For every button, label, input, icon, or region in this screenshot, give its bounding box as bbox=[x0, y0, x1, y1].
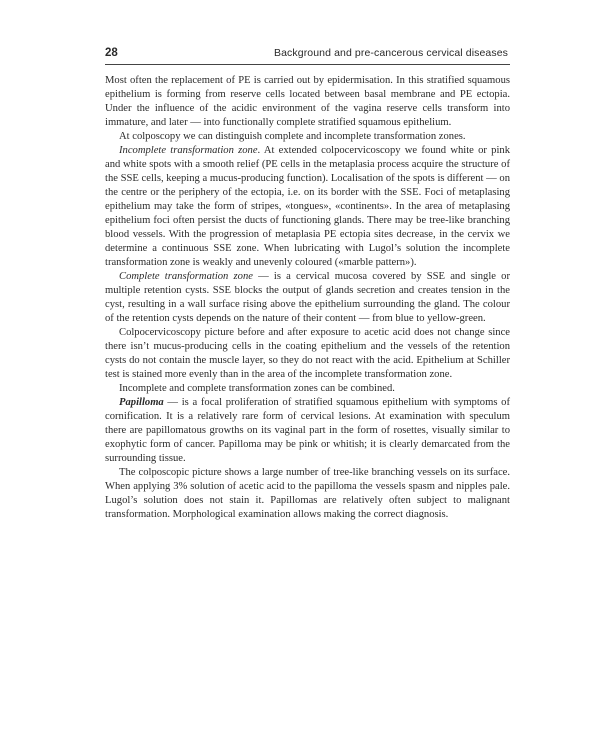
term-complete-zone: Complete transformation zone bbox=[119, 271, 253, 282]
term-incomplete-zone: Incomplete transformation zone bbox=[119, 145, 258, 156]
page-header bbox=[105, 44, 510, 65]
paragraph-colposcopic-picture: The colposcopic picture shows a large number of tree-like branching vessels on its surface. When applying 3% solution of acetic acid to the papilloma the vessels spasm and nipples pale. Lugol’s solution does not stain it. Papillomas are relatively often subject to malignant transformation. Morphological examination allows making the correct diagnosis. bbox=[105, 467, 510, 520]
paragraph-combined: Incomplete and complete transformation zones can be combined. bbox=[119, 383, 395, 394]
page-number: 28 bbox=[105, 47, 118, 59]
paragraph-epidermisation: Most often the replacement of PE is carried out by epidermisation. In this stratified squamous epithelium is forming from reserve cells located between basal membrane and PE ectopia. Under the influence of the acidic environment of the vagina reserve cells transform into immature, and later — into functionally complete stratified squamous epithelium. bbox=[105, 75, 510, 128]
body-text bbox=[105, 74, 510, 522]
term-papilloma: Papilloma bbox=[119, 397, 164, 408]
paragraph-complete-zone: Complete transformation zone — is a cervical mucosa covered by SSE and single or multiple retention cysts. SSE blocks the output of glands secretion and creates tension in the cyst, resulting in a wall surface rising above the epithelium surrounding the gland. The colour of the retention cysts depends on the nature of their content — from blue to yellow-green. bbox=[105, 271, 510, 324]
running-title: Background and pre-cancerous cervical diseases bbox=[274, 47, 508, 59]
paragraph-incomplete-zone: Incomplete transformation zone. At extended colpocervicoscopy we found white or pink and white spots with a smooth relief (PE cells in the metaplasia process acquire the structure of the SSE cells, keeping a mucus-producing function). Localisation of the spots is different — on the centre or the periphery of the ectopia, i.e. on its border with the SSE. Foci of metaplasing epithelium may take the form of stripes, «tongues», «continents». In the area of metaplasing epithelium foci often persist the ducts of functioning glands. There may be tree-like branching blood vessels. With the progression of metaplasia PE ectopia sites decrease, in the cervix we determine a continuous SSE zone. When lubricating with Lugol’s solution the incomplete transformation zone is weakly and unevenly coloured («marble pattern»). bbox=[105, 145, 510, 268]
paragraph-acetic-acid: Colpocervicoscopy picture before and after exposure to acetic acid does not change since there isn’t mucus-producing cells in the coating epithelium and the vessels of the retention cysts do not contain the muscle layer, so they do not react with the acid. Epithelium at Schiller test is stained more evenly than in the area of the incomplete transformation zone. bbox=[105, 327, 510, 380]
paragraph-papilloma: Papilloma — is a focal proliferation of stratified squamous epithelium with symptoms of cornification. It is a relatively rare form of cervical lesions. At examination with speculum there are papillomatous growths on its vaginal part in the form of rosettes, visually similar to exophytic form of cancer. Papilloma may be pink or whitish; it is clearly demarcated from the surrounding tissue. bbox=[105, 397, 510, 464]
paragraph-transformation-zones: At colposcopy we can distinguish complete and incomplete transformation zones. bbox=[119, 131, 466, 142]
